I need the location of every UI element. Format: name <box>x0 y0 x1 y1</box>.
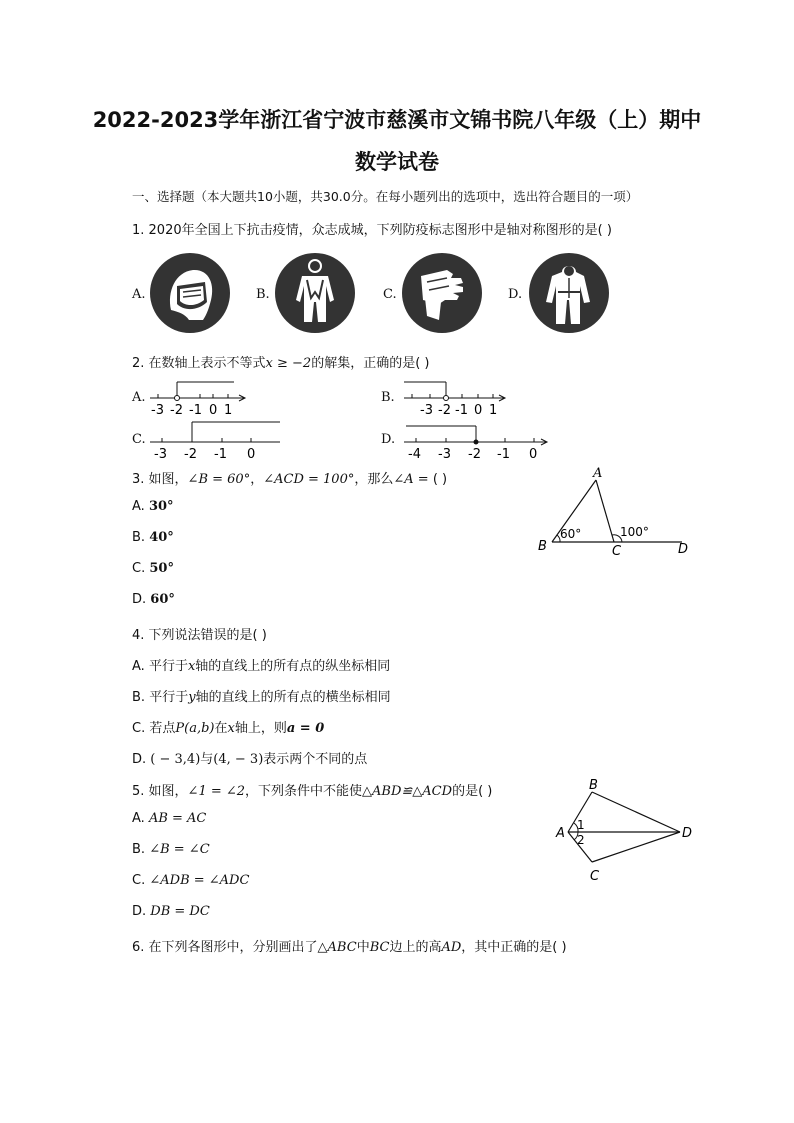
q2-a-tick-label: -3 <box>151 403 164 418</box>
q2-c-tick-label: 0 <box>247 447 256 460</box>
q5-angle1-label: 1 <box>577 818 585 832</box>
q3-option-a-letter: A. <box>132 499 145 514</box>
q4-d-math: ( − 3,4) <box>150 752 201 767</box>
q5-option-a <box>132 811 206 826</box>
page-title-line1: 2022-2023学年浙江省宁波市慈溪市文锦书院八年级（上）期中 <box>92 108 702 132</box>
q6-stem <box>132 936 567 955</box>
q2-c-tick-label: -1 <box>214 447 227 460</box>
q4-c-post: 轴上，则 <box>234 721 287 736</box>
q6-stem-math3: AD <box>441 940 462 955</box>
q5-quadrilateral-figure <box>552 774 698 886</box>
q2-a-tick-label: 0 <box>209 403 218 418</box>
q5-label-d: D <box>682 826 693 841</box>
q2-b-tick-label: 1 <box>489 403 498 418</box>
q2-d-tick-label: 0 <box>529 447 538 460</box>
q1-option-d-label: D. <box>508 287 523 302</box>
q3-label-c: C <box>612 544 622 559</box>
q2-a-tick-label: -2 <box>170 403 183 418</box>
q5-option-b-letter: B. <box>132 842 146 857</box>
q2-stem-post: 的解集，正确的是( ) <box>311 356 430 371</box>
q3-stem <box>132 468 447 487</box>
q4-c-math: P(a,b) <box>175 721 215 736</box>
protective-suit-icon <box>274 252 356 334</box>
q5-stem-post: 的是( ) <box>452 784 493 799</box>
q4-c-math3: a = 0 <box>286 721 325 736</box>
q2-option-a-number-line <box>146 378 250 418</box>
q3-label-d: D <box>678 542 689 557</box>
q3-stem-math2: ∠ACD = 100° <box>263 472 355 487</box>
q5-option-d-math: DB = DC <box>150 904 210 919</box>
q2-a-tick-label: -1 <box>189 403 202 418</box>
q6-stem-mid2: 边上的高 <box>389 940 442 955</box>
q3-triangle-figure <box>532 462 698 562</box>
q2-b-tick-label: -1 <box>455 403 468 418</box>
coverall-icon <box>528 252 610 334</box>
q2-option-c-label: C. <box>132 432 146 447</box>
q6-stem-post: ，其中正确的是( ) <box>461 940 567 955</box>
q3-option-d-value: 60° <box>150 592 175 607</box>
q2-stem <box>132 352 429 371</box>
q2-a-tick-label: 1 <box>224 403 233 418</box>
q5-angle2-label: 2 <box>577 833 585 847</box>
q3-stem-post: ，那么 <box>354 472 394 487</box>
q3-stem-sep: ， <box>250 472 264 487</box>
q3-stem-end: ( ) <box>432 472 448 487</box>
q3-option-d <box>132 592 175 607</box>
q5-stem <box>132 780 492 799</box>
q4-option-a <box>132 655 390 674</box>
q2-option-b-label: B. <box>381 390 395 405</box>
q2-stem-pre: 2. 在数轴上表示不等式 <box>132 356 266 371</box>
q5-option-b-math: ∠B = ∠C <box>149 842 210 857</box>
q3-option-d-letter: D. <box>132 592 147 607</box>
q2-c-tick-label: -2 <box>184 447 197 460</box>
q2-option-d-label: D. <box>381 432 396 447</box>
q2-d-tick-label: -3 <box>438 447 451 460</box>
q4-b-pre: 平行于 <box>149 690 189 705</box>
q5-option-b <box>132 842 210 857</box>
q4-a-math: x <box>187 659 196 674</box>
q4-c-math2: x <box>227 721 235 736</box>
q6-stem-pre: 6. 在下列各图形中，分别画出了 <box>132 940 318 955</box>
q1-option-b-label: B. <box>256 287 270 302</box>
q3-option-a-value: 30° <box>148 499 174 514</box>
q4-option-b <box>132 686 391 705</box>
q1-option-c-label: C. <box>383 287 397 302</box>
q3-option-a <box>132 499 174 514</box>
q1-option-a-label: A. <box>132 287 146 302</box>
page-title-line2: 数学试卷 <box>355 150 439 174</box>
section-heading: 一、选择题（本大题共10小题，共30.0分。在每小题列出的选项中，选出符合题目的一项） <box>132 189 639 204</box>
q2-b-tick-label: -2 <box>438 403 451 418</box>
q3-angle-c-label: 100° <box>620 525 649 539</box>
q5-stem-mid: ，下列条件中不能使 <box>245 784 363 799</box>
q2-b-tick-label: 0 <box>474 403 483 418</box>
q4-c-pre: 若点 <box>149 721 176 736</box>
q2-d-tick-label: -4 <box>408 447 421 460</box>
q3-option-b <box>132 530 174 545</box>
q5-stem-math1: ∠1 = ∠2 <box>187 784 246 799</box>
q2-option-c-number-line <box>146 418 286 460</box>
q4-option-d-letter: D. <box>132 752 147 767</box>
q5-stem-math2: △ABD≌△ACD <box>362 784 453 799</box>
q2-stem-math: x ≥ −2 <box>265 356 312 371</box>
q5-label-c: C <box>590 869 600 884</box>
q2-d-tick-label: -2 <box>468 447 481 460</box>
q2-d-tick-label: -1 <box>497 447 510 460</box>
q5-option-d <box>132 904 210 919</box>
q3-option-c-letter: C. <box>132 561 146 576</box>
q5-option-d-letter: D. <box>132 904 147 919</box>
q2-option-d-number-line <box>400 418 552 460</box>
q3-option-c <box>132 561 174 576</box>
q4-b-math: y <box>188 690 196 705</box>
mask-icon <box>149 252 231 334</box>
q3-label-a: A <box>593 466 603 481</box>
q6-stem-math1: △ABC <box>317 940 357 955</box>
q4-option-c-letter: C. <box>132 721 146 736</box>
q3-stem-pre: 3. 如图， <box>132 472 188 487</box>
q5-label-b: B <box>589 778 598 793</box>
q1-stem: 1. 2020年全国上下抗击疫情，众志成城，下列防疫标志图形中是轴对称图形的是( ) <box>132 223 612 238</box>
q3-stem-math3: ∠A = <box>393 472 433 487</box>
q5-stem-pre: 5. 如图， <box>132 784 188 799</box>
q4-option-c <box>132 717 324 736</box>
q2-option-b-number-line <box>400 378 512 418</box>
q4-b-post: 轴的直线上的所有点的横坐标相同 <box>195 690 391 705</box>
q4-c-mid: 在 <box>214 721 228 736</box>
q6-stem-mid: 中 <box>356 940 370 955</box>
q5-option-c <box>132 873 249 888</box>
q2-b-tick-label: -3 <box>420 403 433 418</box>
q5-label-a: A <box>556 826 565 841</box>
q2-c-tick-label: -3 <box>154 447 167 460</box>
q5-option-c-letter: C. <box>132 873 146 888</box>
q4-option-b-letter: B. <box>132 690 146 705</box>
q2-option-a-label: A. <box>132 390 146 405</box>
q3-option-b-value: 40° <box>149 530 174 545</box>
q4-option-d <box>132 748 367 767</box>
q3-angle-b-label: 60° <box>560 527 582 541</box>
q4-a-post: 轴的直线上的所有点的纵坐标相同 <box>195 659 391 674</box>
q4-d-math2: (4, − 3) <box>213 752 264 767</box>
q6-stem-math2: BC <box>369 940 390 955</box>
q4-d-post: 表示两个不同的点 <box>263 752 368 767</box>
q4-stem: 4. 下列说法错误的是( ) <box>132 628 267 643</box>
q3-stem-math1: ∠B = 60° <box>187 472 251 487</box>
q3-option-b-letter: B. <box>132 530 146 545</box>
q4-option-a-letter: A. <box>132 659 145 674</box>
gloves-icon <box>401 252 483 334</box>
q5-option-a-letter: A. <box>132 811 145 826</box>
q5-option-a-math: AB = AC <box>148 811 207 826</box>
q3-label-b: B <box>538 539 547 554</box>
q3-option-c-value: 50° <box>149 561 174 576</box>
q4-d-mid: 与 <box>200 752 214 767</box>
q4-a-pre: 平行于 <box>148 659 188 674</box>
q5-option-c-math: ∠ADB = ∠ADC <box>149 873 250 888</box>
